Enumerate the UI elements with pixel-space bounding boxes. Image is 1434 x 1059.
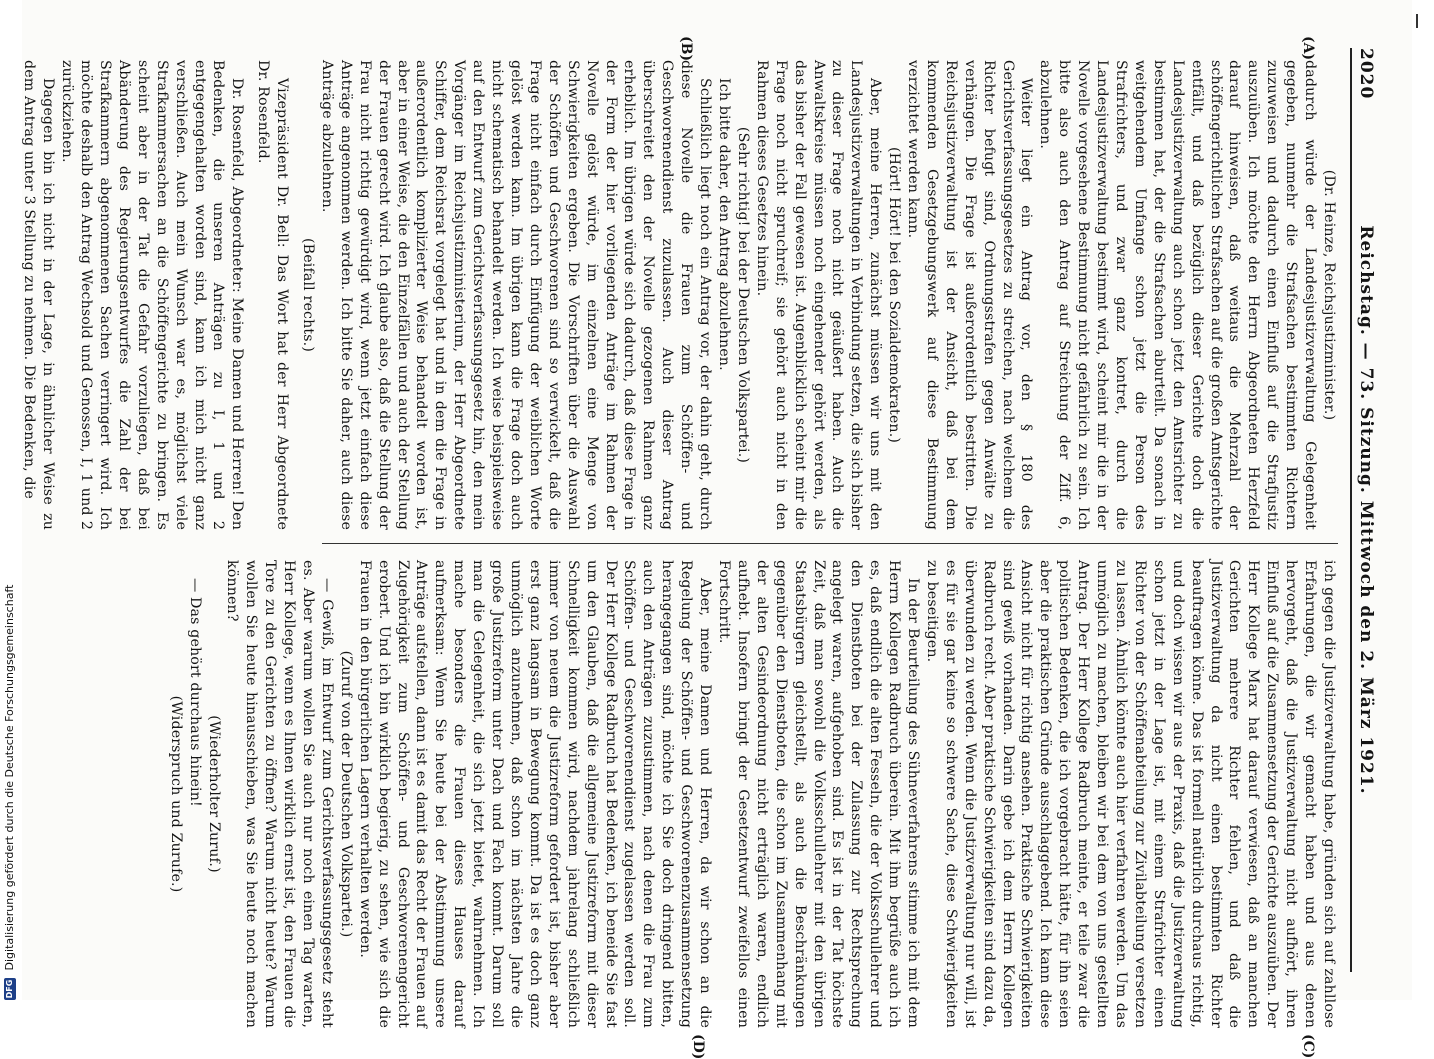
paragraph: Schließlich liegt noch ein Antrag vor, der dahin geht, durch diese Novelle die Frauen zum Schöffen- und Geschworenendienst zuzulassen. Auch dieser Antrag überschreitet den der Novelle gezogenen Rahmen ganz erheblich. Im übrigen würde sich dadurch, daß diese Frage in der Form der hier vorliegenden Anträge im Rahmen der Novelle gelöst würde, im einzelnen eine Menge von Schwierigkeiten ergeben. Die Vorschriften über die Auswahl der Schöffen und Geschworenen sind so verwickelt, daß die Frage nicht einfach durch Einfügung der weiblichen Worte gelöst werden kann. Im übrigen kann die Frage doch auch nicht schematisch behandelt werden. Ich weise beispielsweise auf den Entwurf zum Gerichtsverfassungsgesetz hin, den mein Vorgänger im Reichsjustizministerium, der Herr Abgeordnete Schiffer, dem Reichsrat vorgelegt hat und in dem die Frage in außerordentlich komplizierter Weise behandelt worden ist, aber in einer Weise, die den Einzelfällen und auch der Stellung der Frauen gerecht wird. Ich glaube also, daß die Stellung der Frau nicht richtig gewürdigt wird, wenn jetzt einfach diese Anträge angenommen werden. Ich bitte Sie daher, auch diese Anträge abzulehnen. <box>318 60 714 530</box>
dfg-logo-icon: DFG <box>5 979 14 999</box>
interjection: (Hört! Hört! bei den Sozialdemokraten.) <box>886 146 903 444</box>
speaker-heading: (Dr. Heinze, Reichsjustizminister.) <box>1321 169 1337 421</box>
paragraph: Aber, meine Herren, zunächst müssen wir uns mit den Landesjustizverwaltungen in Verbindung setzen, die sich bisher zu dieser Frage noch nicht geäußert haben. Auch die Anwaltskreise müssen noch eingehender gehört werden, als das bisher der Fall gewesen ist. Augenblicklich scheint mir die Frage noch nicht spruchreif; sie gehört auch nicht in den Rahmen dieses Gesetzes hinein. <box>753 60 884 530</box>
interjection: (Sehr richtig! bei der Deutschen Volkspartei.) <box>734 126 751 464</box>
paragraph: Vizepräsident Dr. Bell: Das Wort hat der Herr Abgeordnete Dr. Rosenfeld. <box>255 60 291 530</box>
interjection: (Zuruf von der Deutschen Volkspartei.) <box>337 650 354 938</box>
interjection: (Widerspruch und Zurufe.) <box>167 695 184 893</box>
scan-edge-mark <box>1416 14 1418 28</box>
paragraph: — Das gehört durchaus hinein! <box>186 578 203 807</box>
page-number: 2020 <box>1356 48 1376 100</box>
paragraph: ich gegen die Justizverwaltung habe, gründen sich auf zahllose Erfahrungen, die wir gemacht haben und aus denen hervorgeht, daß die Justizverwaltung nicht aufhört, ihren Einfluß auf die Zusammensetzung der Gerichte auszuüben. Der Herr Kollege Marx hat darauf verwiesen, daß an manchen Gerichten mehrere Richter fehlen, und daß die Justizverwaltung da nicht einen bestimmten Richter beauftragen könne. Das ist formell natürlich durchaus richtig, und doch wissen wir aus der Praxis, daß die Justizverwaltung schon jetzt in der Lage ist, mit einem Strafrichter einen Richter von der Schöffenabteilung zur Zivilabteilung versetzen zu lassen. Ähnlich könnte auch hier verfahren werden. Um das unmöglich zu machen, bleiben wir bei dem von uns gestellten Antrag. Der Herr Kollege Radbruch meinte, er teile zwar die politischen Bedenken, die ich vorgebracht hätte, für ihn seien aber die praktischen Gründe ausschlaggebend. Ich kann diese Ansicht nicht für richtig ansehen. Praktische Schwierigkeiten sind gewiß vorhanden. Darin gebe ich dem Herrn Kollegen Radbruch recht. Aber praktische Schwierigkeiten sind dazu da, überwunden zu werden. Wenn die Justizverwaltung nur will, ist es für sie gar keine so schwere Sache, diese Schwierigkeiten zu beseitigen. <box>923 560 1337 1028</box>
footer-credit: Digitalisierung gefördert durch die Deutsche Forschungsgemeinschaft <box>3 584 16 971</box>
paragraph: Ich bitte daher, den Antrag abzulehnen. <box>716 78 732 371</box>
interjection: (Wiederholter Zuruf.) <box>205 715 222 873</box>
text-column-right <box>46 560 1338 1028</box>
column-divider <box>322 543 1338 544</box>
paragraph: Aber, meine Damen und Herren, da wir schon an die Regelung der Schöffen- und Geschworenenzusammensetzung herangegangen sind, möchte ich Sie doch dringend bitten, auch den Anträgen zuzustimmen, nach denen die Frau zum Schöffen- und Geschworenendienst zugelassen werden soll. Der Herr Kollege Radbruch hat Bedenken, ich beneide Sie fast um den Glauben, daß die allgemeine Justizreform mit dieser Schnelligkeit kommen wird, nachdem jahrelang schließlich immer von neuem die Justizreform gefordert ist, bisher aber erst ganz langsam in Bewegung kommt. Da ist es doch ganz unmöglich anzunehmen, daß schon im nächsten Jahre die große Justizreform unter Dach und Fach kommt. Darum soll man die Gelegenheit, die sich jetzt bietet, wahrnehmen. Ich mache besonders die Frauen dieses Hauses darauf aufmerksam: Wenn Sie heute bei der Abstimmung unsere Anträge aufstellen, dann ist es damit das Recht der Frauen auf Zugehörigkeit zum Schöffen- und Geschworenengericht erobert. Und ich bin wirklich begierig, zu sehen, wie sich die Frauen in den bürgerlichen Lagern verhalten werden. <box>356 560 714 1028</box>
paragraph: In der Beurteilung des Sühneverfahrens stimme ich mit dem Herrn Kollegen Radbruch überein. Mit ihm begrüße auch ich es, daß endlich die alten Fesseln, die der Volksschullehrer und den Dienstboten bei der Zulassung zur Rechtsprechung angelegt waren, aufgehoben sind. Es ist in der Tat höchste Zeit, daß man sowohl die Volksschullehrer mit den übrigen Staatsbürgern gleichstellt, als auch die Beschränkungen gegenüber den Dienstboten, die schon im Zusammenhang mit der alten Gesindeordnung nicht erträglich waren, endlich aufhebt. Insofern bringt der Gesetzentwurf zweifellos einen Fortschritt. <box>716 560 922 1028</box>
paragraph: dadurch würde der Landesjustizverwaltung Gelegenheit gegeben, nunmehr die Strafsachen bestimmten Richtern zuzuweisen und dadurch einen Einfluß auf die Strafjustiz auszuüben. Ich möchte den Herrn Abgeordneten Herzfeld darauf hinweisen, daß weitaus die Mehrzahl der schöffengerichtlichen Strafsachen auf die großen Amtsgerichte entfällt, und daß bezüglich dieser Gerichte doch die Landesjustizverwaltung auch schon jetzt den Amtsrichter zu bestimmen hat, der die Strafsachen aburteilt. Da sonach in weitgehendem Umfange schon jetzt die Person des Strafrichters, und zwar ganz kontret, durch die Landesjustizverwaltung bestimmt wird, scheint mir die in der Novelle vorgesehene Bestimmung nicht gefährlich zu sein. Ich bitte also auch den Antrag auf Streichung der Ziff. 6, abzulehnen. <box>1037 60 1319 530</box>
paragraph: Weiter liegt ein Antrag vor, den § 180 des Gerichtsverfassungsgesetzes zu streichen, nach welchem die Richter befugt sind, Ordnungsstrafen gegen Anwälte zu verhängen. Die Frage ist außerordentlich bestritten. Die Reichsjustizverwaltung ist der Ansicht, daß bei dem kommenden Gesetzgebungswerk auf diese Bestimmung verzichtet werden kann. <box>905 60 1035 530</box>
margin-marker-c: (C) <box>1300 1034 1316 1059</box>
margin-marker-a: (A) <box>1300 36 1316 61</box>
digitization-footer <box>0 0 20 1000</box>
paragraph: Dagegen bin ich nicht in der Lage, in ähnlicher Weise zu dem Antrag unter 3 Stellung zu nehmen. Die Bedenken, die <box>21 60 57 530</box>
running-head: Reichstag. — 73. Sitzung. Mittwoch den 2. März 1921. <box>1356 225 1376 795</box>
text-column-left <box>21 60 1338 530</box>
document-page <box>21 0 1412 1059</box>
margin-marker-b: (B) <box>678 36 694 62</box>
footer-text-row <box>2 0 18 1000</box>
interjection: (Beifall rechts.) <box>300 237 317 353</box>
paragraph: — Gewiß, im Entwurf zum Gerichtsverfassungsgesetz steht es. Aber warum wollen Sie auch nur noch einen Tag warten, Herr Kollege, wenn es Ihnen wirklich ernst ist, den Frauen die Tore zu den Gerichten zu öffnen? Warum nicht heute? Warum wollen Sie heute hinausschieben, was Sie heute noch machen können? <box>224 560 335 1028</box>
margin-marker-d: (D) <box>690 1034 706 1059</box>
page-header <box>1350 48 1378 972</box>
paragraph: Dr. Rosenfeld, Abgeordneter: Meine Damen und Herren! Den Bedenken, die unseren Anträgen zu I, 1 und 2 entgegengehalten worden sind, kann ich mich nicht ganz verschließen. Auch mein Wunsch war es, möglichst viele Strafkammersachen an die Schöffengerichte zu bringen. Es scheint aber in der Tat die Gefahr vorzuliegen, daß bei Abänderung des Regierungsentwurfes die Zahl der bei Strafkammern abgenommenen Sachen verringert wird. Ich möchte deshalb den Antrag Wechsold und Genossen, I, 1 und 2 zurückziehen. <box>59 60 246 530</box>
